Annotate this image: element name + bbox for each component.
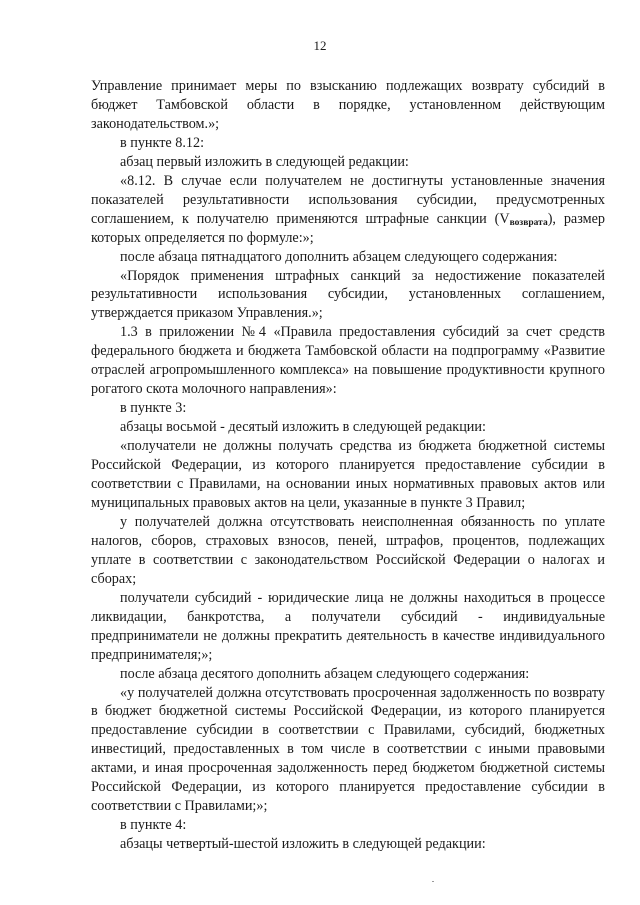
paragraph-tax-obligations: у получателей должна отсутствовать неисполненная обязанность по уплате налогов, сборов, страховых взносов, пеней, штрафов, процентов, подлежащих уплате в соответствии с законодательством Российской Федерации о налогах и сборах; (91, 513, 605, 587)
page-number: 12 (313, 38, 327, 53)
paragraph-8-12-text-tail: ), размер которых определяется по формуле:»; (91, 210, 605, 246)
paragraph-abzacs-8-10-instruction: абзацы восьмой - десятый изложить в следующей редакции: (120, 419, 486, 436)
paragraph-liquidation: получатели субсидий - юридические лица не должны находиться в процессе ликвидации, банкротства, а получатели субсидий - индивидуальные предприниматели не должны прекратить деятельность в качестве индивидуального предпринимателя;»; (91, 589, 605, 663)
paragraph-abzacs-4-6-instruction: абзацы четвертый-шестой изложить в следующей редакции: (120, 836, 486, 853)
paragraph-overdue-debt: «у получателей должна отсутствовать просроченная задолженность по возврату в бюджет бюджетной системы Российской Федерации, из которого планируется предоставление субсидии в соответствии с Правилами, субсидий, бюджетных инвестиций, предоставленных в том числе в соответствии с иными правовыми актами, и иная просроченная задолженность перед бюджетом бюджетной системы Российской Федерации, из которого планируется предоставление субсидии в соответствии с Правилами;»; (91, 684, 605, 815)
paragraph-recipients-funds: «получатели не должны получать средства из бюджета бюджетной системы Российской Федерации, из которого планируется предоставление субсидии в соответствии с Правилами, на основании иных нормативных правовых актов или муниципальных правовых актов на цели, указанные в пункте 3 Правил; (91, 438, 605, 511)
document-body (91, 77, 605, 854)
paragraph-8-12-text-main: «8.12. В случае если получателем не достигнуты установленные значения показателей результативности использования субсидии, предусмотренных соглашением, к получателю применяются штрафные санкции (V (91, 172, 605, 227)
paragraph-8-12-text (91, 172, 605, 248)
paragraph-point-4: в пункте 4: (120, 817, 187, 834)
paragraph-first-abzac-instruction: абзац первый изложить в следующей редакции: (120, 153, 409, 170)
paragraph-continuation: Управление принимает меры по взысканию подлежащих возврату субсидий в бюджет Тамбовской области в порядке, установленном действующим законодательством.»; (91, 78, 605, 132)
paragraph-sanctions-procedure: «Порядок применения штрафных санкций за недостижение показателей результативности использования субсидии, установленных соглашением, утверждается приказом Управления.»; (91, 267, 605, 322)
scan-artifact (432, 881, 434, 882)
paragraph-section-1-3: 1.3 в приложении №4 «Правила предоставления субсидий за счет средств федерального бюджета и бюджета Тамбовской области на подпрограмму «Развитие отраслей агропромышленного комплекса» на повышение продуктивности крупного рогатого скота молочного направления»: (91, 324, 605, 398)
v-return-subscript: возврата (509, 217, 548, 228)
paragraph-point-3: в пункте 3: (120, 400, 187, 417)
paragraph-point-8-12: в пункте 8.12: (120, 134, 205, 151)
paragraph-after-fifteenth-instruction: после абзаца пятнадцатого дополнить абзацем следующего содержания: (120, 248, 558, 265)
paragraph-after-tenth-instruction: после абзаца десятого дополнить абзацем следующего содержания: (120, 665, 530, 682)
